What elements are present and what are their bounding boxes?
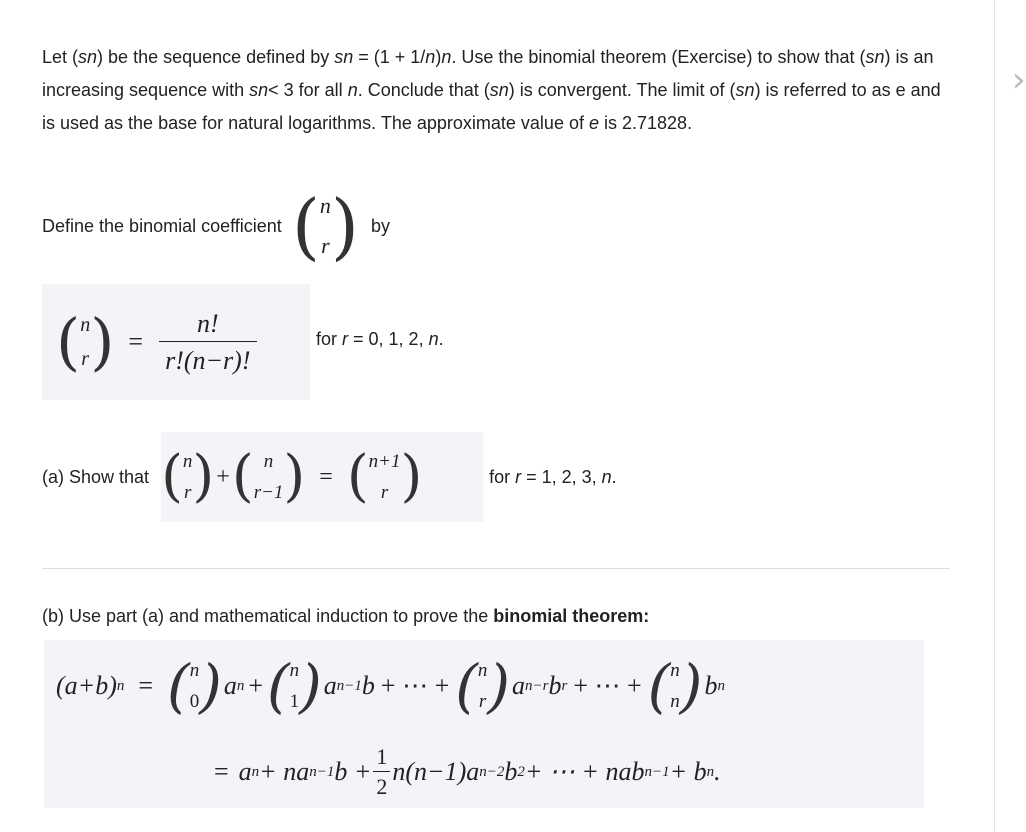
definition-range: for r = 0, 1, 2, n.: [316, 328, 444, 349]
definition-row: [42, 284, 444, 400]
define-by: by: [371, 215, 391, 236]
part-b-label: (b) Use part (a) and mathematical induction to prove the binomial theorem:: [42, 606, 650, 626]
part-a-binom-2: ( n r−1 ): [231, 444, 306, 509]
binomial-theorem-line-2: = a n + na n−1 b + $\frac{1}{2}$ n(n−1)a n−2 b 2 + ⋯ + nab n−1 + b n .: [214, 744, 721, 799]
binomial-theorem-line-1: (a+b) n = ( n 0 ) a n + ( n 1 ) a n−1 b + ⋯ + ( n r ) a n−r b r + ⋯ + ( n n ) b n: [56, 652, 725, 720]
part-a-binom-1: ( n r ): [161, 444, 215, 509]
part-a-label: (a) Show that: [42, 466, 150, 487]
right-scroll-divider: [994, 0, 995, 832]
part-a-formula-image: ( n r ) + ( n r−1 ) = ( n+1 r ): [161, 432, 483, 522]
define-text: Define the binomial coefficient: [42, 215, 282, 236]
binomial-theorem-image: [44, 640, 924, 808]
part-a-binom-3: ( n+1 r ): [346, 444, 423, 509]
section-divider: [42, 568, 950, 569]
part-a-range: for r = 1, 2, 3, n.: [489, 466, 617, 487]
problem-intro: Let (sn) be the sequence defined by sn = (1 + 1/n)n. Use the binomial theorem (Exercise) to show that (sn) is an increasing sequence with sn< 3 for all n. Conclude that (sn) is convergent. The limit of (sn) is referred to as e and is used as the base for natural logarithms. The approximate value of e is 2.71828.: [42, 47, 941, 133]
chevron-right-icon[interactable]: ›: [1012, 60, 1026, 100]
binom-n-r: ( n r ): [291, 184, 359, 268]
definition-formula-image: ( n r ) = $\frac{n!}{r!(n-r)!}$: [42, 284, 310, 400]
definition-binom: ( n r ): [56, 305, 115, 378]
define-line: [42, 184, 391, 268]
definition-fraction: $\frac{n!}{r!(n-r)!}$: [159, 309, 256, 376]
part-a-row: [42, 432, 617, 522]
